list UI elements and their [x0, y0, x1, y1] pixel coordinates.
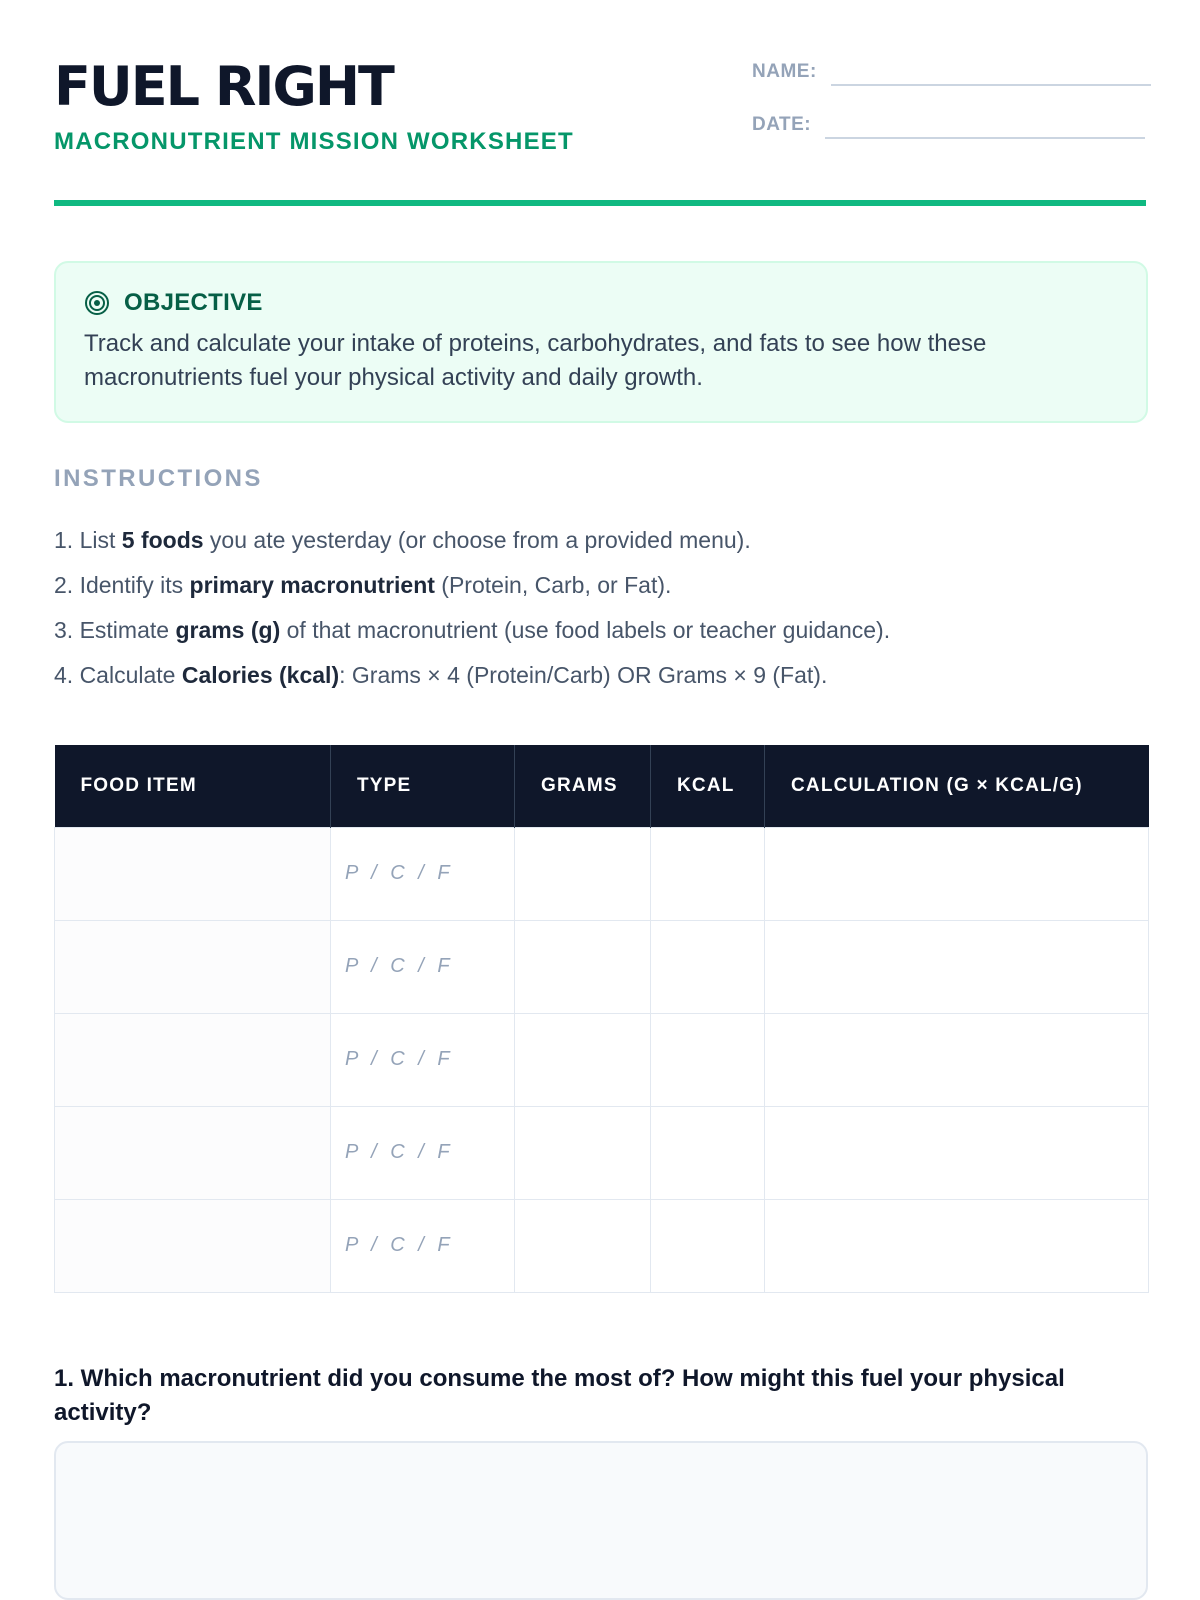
type-hint: P / C / F: [345, 1048, 454, 1070]
type-hint: P / C / F: [345, 862, 454, 884]
grams-cell[interactable]: [515, 1199, 651, 1292]
table-row: [55, 1013, 1149, 1106]
food-item-cell[interactable]: [55, 920, 331, 1013]
calculation-cell[interactable]: [765, 1106, 1149, 1199]
worksheet-header: [54, 0, 1146, 206]
type-cell[interactable]: [331, 827, 515, 920]
type-hint: P / C / F: [345, 1234, 454, 1256]
page-subtitle: MACRONUTRIENT MISSION WORKSHEET: [54, 128, 574, 155]
objective-text: Track and calculate your intake of proteins, carbohydrates, and fats to see how these macronutrients fuel your physical activity and daily growth.: [84, 330, 987, 391]
table-row: [55, 1106, 1149, 1199]
calculation-cell[interactable]: [765, 920, 1149, 1013]
type-hint: P / C / F: [345, 1141, 454, 1163]
instruction-item: 4. Calculate Calories (kcal): Grams × 4 (Protein/Carb) OR Grams × 9 (Fat).: [54, 662, 828, 688]
answer-box-1[interactable]: [54, 1441, 1148, 1600]
question-1: 1. Which macronutrient did you consume the most of? How might this fuel your physical activity?: [54, 1365, 1065, 1426]
instruction-item: 1. List 5 foods you ate yesterday (or choose from a provided menu).: [54, 527, 751, 553]
objective-box: [54, 261, 1148, 423]
date-label: DATE:: [752, 114, 812, 135]
type-cell[interactable]: [331, 1199, 515, 1292]
type-cell[interactable]: [331, 920, 515, 1013]
table-row: [55, 1199, 1149, 1292]
instruction-item: 3. Estimate grams (g) of that macronutrient (use food labels or teacher guidance).: [54, 617, 891, 643]
date-field-group: [752, 111, 1145, 139]
instructions-list: [54, 518, 890, 698]
type-cell[interactable]: [331, 1106, 515, 1199]
header-food-item: FOOD ITEM: [55, 745, 331, 827]
food-item-cell[interactable]: [55, 827, 331, 920]
calculation-cell[interactable]: [765, 1199, 1149, 1292]
calculation-cell[interactable]: [765, 1013, 1149, 1106]
target-icon: [84, 290, 110, 316]
table-header-row: [55, 745, 1149, 827]
grams-cell[interactable]: [515, 827, 651, 920]
food-log-table: [54, 745, 1149, 1293]
header-type: TYPE: [331, 745, 515, 827]
kcal-cell[interactable]: [651, 1199, 765, 1292]
type-hint: P / C / F: [345, 955, 454, 977]
calculation-cell[interactable]: [765, 827, 1149, 920]
name-field-group: [752, 58, 1151, 86]
name-label: NAME:: [752, 61, 817, 82]
header-grams: GRAMS: [515, 745, 651, 827]
header-kcal: KCAL: [651, 745, 765, 827]
grams-cell[interactable]: [515, 1013, 651, 1106]
objective-heading: [84, 289, 1118, 317]
date-input-line[interactable]: [825, 111, 1145, 139]
page-title: FUEL RIGHT: [54, 55, 393, 118]
type-cell[interactable]: [331, 1013, 515, 1106]
food-item-cell[interactable]: [55, 1199, 331, 1292]
header-calculation: CALCULATION (G × KCAL/G): [765, 745, 1149, 827]
objective-title: OBJECTIVE: [124, 289, 263, 316]
food-item-cell[interactable]: [55, 1013, 331, 1106]
kcal-cell[interactable]: [651, 827, 765, 920]
table-row: [55, 920, 1149, 1013]
kcal-cell[interactable]: [651, 1013, 765, 1106]
grams-cell[interactable]: [515, 1106, 651, 1199]
instruction-item: 2. Identify its primary macronutrient (Protein, Carb, or Fat).: [54, 572, 672, 598]
instructions-title: INSTRUCTIONS: [54, 465, 263, 492]
name-input-line[interactable]: [831, 58, 1151, 86]
food-item-cell[interactable]: [55, 1106, 331, 1199]
kcal-cell[interactable]: [651, 920, 765, 1013]
grams-cell[interactable]: [515, 920, 651, 1013]
kcal-cell[interactable]: [651, 1106, 765, 1199]
table-row: [55, 827, 1149, 920]
